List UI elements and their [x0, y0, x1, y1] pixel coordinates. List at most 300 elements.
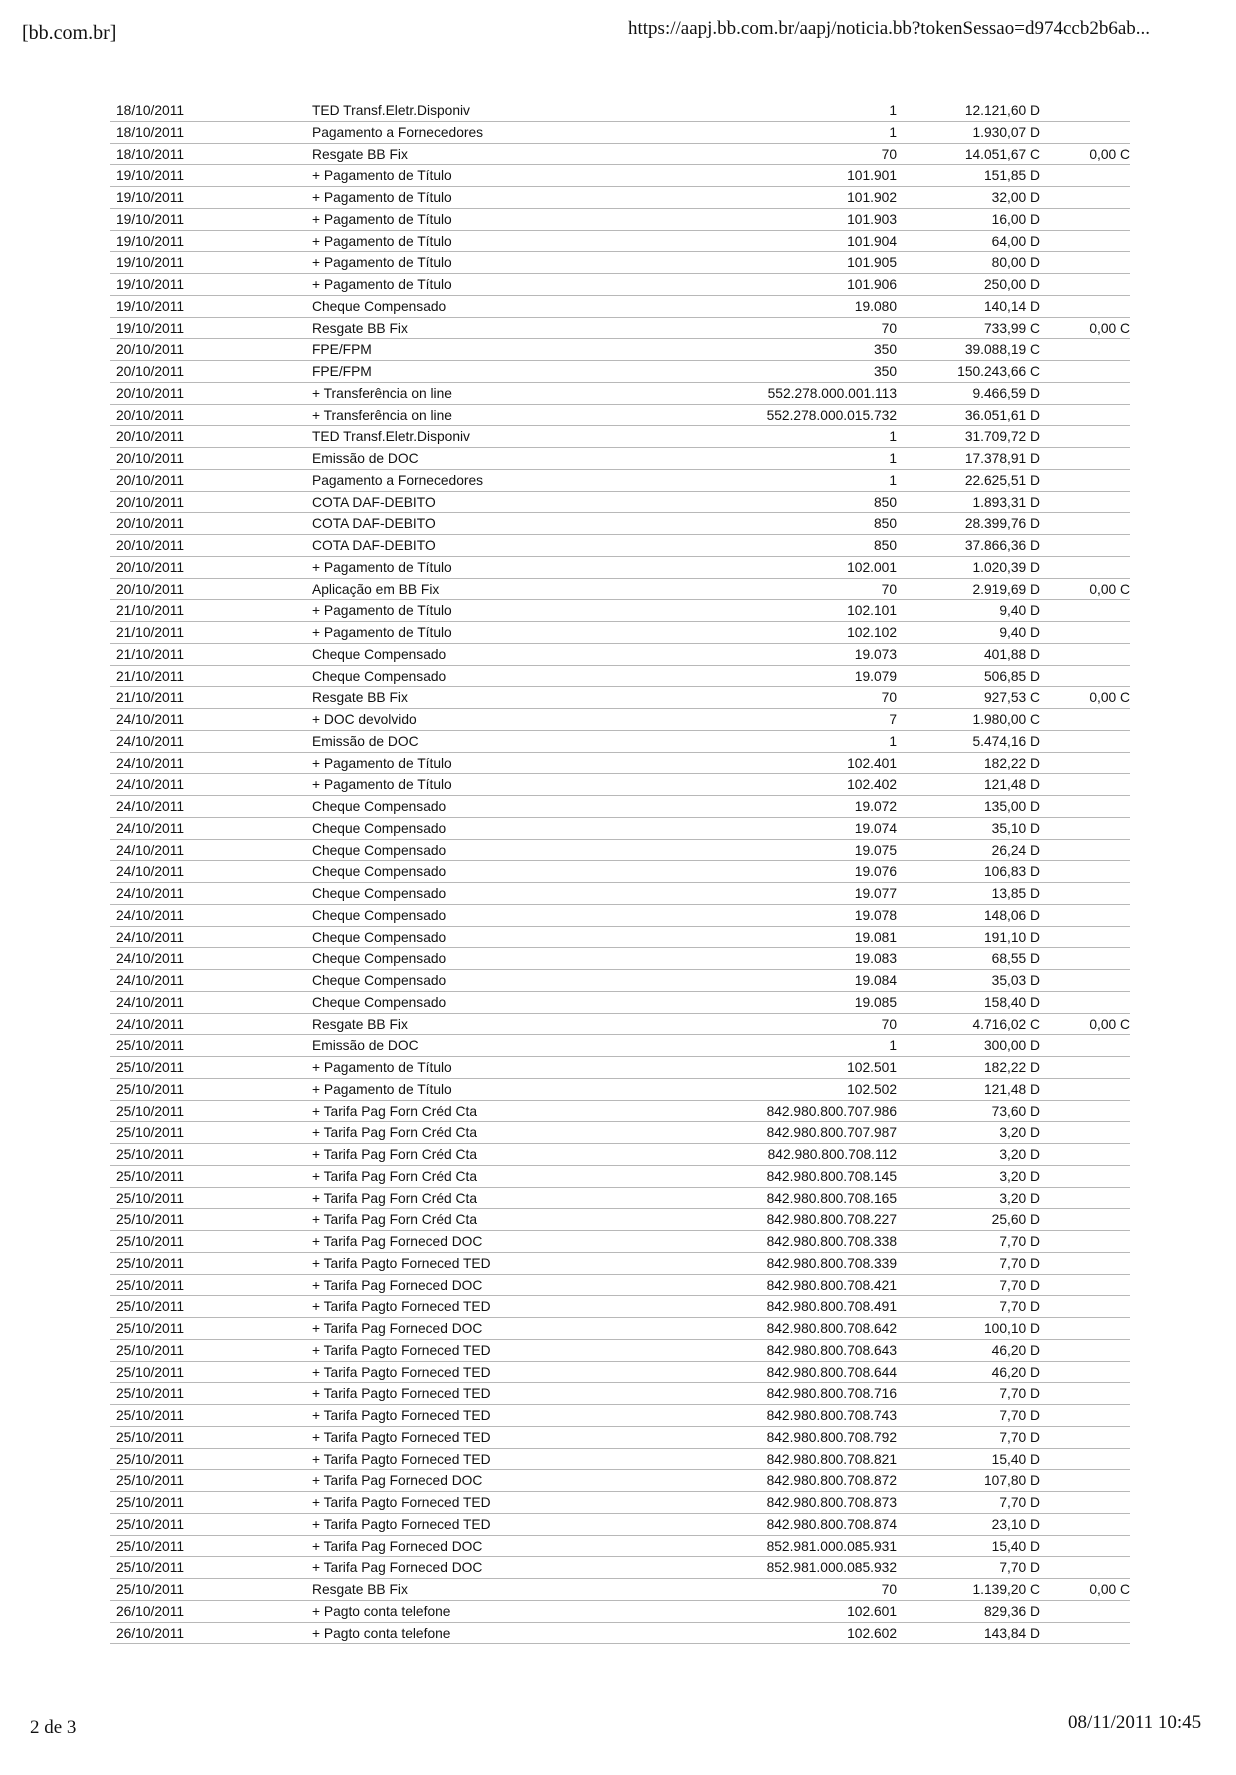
row-value: 3,20 D	[999, 1168, 1040, 1184]
row-description: + Tarifa Pag Forn Créd Cta	[312, 1125, 478, 1141]
table-row	[110, 1470, 1130, 1492]
row-date: 25/10/2011	[116, 1473, 185, 1489]
row-value: 73,60 D	[991, 1103, 1040, 1119]
table-row	[110, 1362, 1130, 1384]
row-description: + Tarifa Pag Forn Créd Cta	[312, 1147, 478, 1162]
row-date: 19/10/2011	[116, 277, 185, 292]
row-date: 24/10/2011	[116, 994, 185, 1010]
row-value: 7,70 D	[999, 1386, 1040, 1402]
row-description: + Pagto conta telefone	[312, 1625, 451, 1641]
row-date: 19/10/2011	[116, 298, 185, 314]
row-document: 19.074	[854, 820, 897, 836]
row-date: 25/10/2011	[116, 1277, 185, 1293]
row-description: Cheque Compensado	[312, 929, 447, 945]
row-document: 842.980.800.708.642	[766, 1321, 897, 1336]
row-value: 13,85 D	[991, 886, 1040, 901]
row-document: 842.980.800.708.491	[766, 1299, 897, 1315]
row-document: 70	[881, 1016, 897, 1032]
row-document: 852.981.000.085.932	[766, 1560, 897, 1576]
table-row	[110, 252, 1130, 274]
row-date: 24/10/2011	[116, 712, 185, 727]
row-description: + Tarifa Pag Forneced DOC	[312, 1277, 483, 1293]
table-row	[110, 861, 1130, 883]
row-date: 24/10/2011	[116, 777, 185, 793]
row-document: 19.084	[854, 973, 897, 988]
row-description: + Tarifa Pag Forneced DOC	[312, 1560, 483, 1576]
row-date: 20/10/2011	[116, 581, 185, 597]
row-date: 18/10/2011	[116, 103, 185, 118]
row-date: 20/10/2011	[116, 385, 185, 401]
table-row	[110, 1231, 1130, 1253]
table-row	[110, 1536, 1130, 1558]
row-description: + Pagamento de Título	[312, 559, 452, 575]
table-row	[110, 600, 1130, 622]
row-date: 25/10/2011	[116, 1342, 185, 1358]
table-row	[110, 513, 1130, 535]
row-date: 20/10/2011	[116, 429, 185, 445]
row-date: 25/10/2011	[116, 1364, 185, 1380]
row-description: + Tarifa Pagto Forneced TED	[312, 1516, 491, 1532]
row-description: + Pagamento de Título	[312, 625, 452, 640]
row-date: 25/10/2011	[116, 1451, 185, 1467]
row-document: 19.081	[854, 929, 897, 945]
row-description: Resgate BB Fix	[312, 146, 408, 162]
row-document: 842.980.800.708.873	[766, 1495, 897, 1510]
table-row	[110, 1340, 1130, 1362]
row-document: 1	[889, 451, 897, 466]
table-row	[110, 100, 1130, 122]
row-document: 842.980.800.708.743	[766, 1408, 897, 1423]
row-value: 7,70 D	[999, 1429, 1040, 1445]
table-row	[110, 1035, 1130, 1057]
row-value: 46,20 D	[991, 1364, 1040, 1380]
row-date: 24/10/2011	[116, 820, 185, 836]
row-value: 14.051,67 C	[964, 146, 1040, 162]
table-row	[110, 1557, 1130, 1579]
row-document: 1	[889, 733, 897, 749]
row-description: Cheque Compensado	[312, 668, 447, 684]
row-document: 842.980.800.708.874	[766, 1516, 897, 1532]
row-value: 23,10 D	[991, 1516, 1040, 1532]
row-description: + Tarifa Pag Forneced DOC	[312, 1473, 483, 1489]
table-row	[110, 1188, 1130, 1210]
row-document: 19.080	[854, 298, 897, 314]
row-value: 68,55 D	[991, 951, 1040, 967]
row-description: + Pagamento de Título	[312, 777, 452, 793]
row-document: 842.980.800.708.227	[766, 1212, 897, 1228]
row-value: 250,00 D	[984, 277, 1040, 292]
row-description: Cheque Compensado	[312, 907, 447, 923]
row-value: 37.866,36 D	[964, 538, 1040, 553]
row-document: 842.980.800.708.338	[766, 1234, 897, 1249]
row-document: 842.980.800.708.644	[766, 1364, 897, 1380]
row-description: + Tarifa Pagto Forneced TED	[312, 1429, 491, 1445]
row-description: + Pagamento de Título	[312, 755, 452, 771]
row-document: 850	[873, 494, 897, 510]
row-document: 102.402	[847, 777, 897, 793]
row-description: Resgate BB Fix	[312, 690, 408, 706]
table-row	[110, 361, 1130, 383]
table-row	[110, 709, 1130, 731]
row-date: 19/10/2011	[116, 190, 185, 205]
row-document: 19.083	[854, 951, 897, 967]
table-row	[110, 1623, 1130, 1645]
row-document: 70	[881, 690, 897, 706]
row-document: 101.901	[847, 168, 897, 184]
row-value: 182,22 D	[984, 1060, 1040, 1075]
row-balance: 0,00 C	[1089, 690, 1130, 706]
row-balance: 0,00 C	[1089, 320, 1130, 336]
row-description: FPE/FPM	[312, 342, 372, 358]
row-date: 25/10/2011	[116, 1168, 185, 1184]
table-row	[110, 426, 1130, 448]
row-document: 842.980.800.708.716	[766, 1386, 897, 1402]
table-row	[110, 883, 1130, 905]
row-value: 1.893,31 D	[972, 494, 1040, 510]
row-description: + Tarifa Pag Forneced DOC	[312, 1234, 483, 1249]
row-value: 100,10 D	[984, 1321, 1040, 1336]
page-url: https://aapj.bb.com.br/aapj/noticia.bb?tokenSessao=d974ccb2b6ab...	[628, 18, 1151, 39]
table-row	[110, 840, 1130, 862]
row-description: + Transferência on line	[312, 385, 452, 401]
row-date: 20/10/2011	[116, 559, 185, 575]
row-description: Emissão de DOC	[312, 1038, 419, 1054]
row-value: 35,03 D	[991, 973, 1040, 988]
row-value: 80,00 D	[991, 255, 1040, 271]
table-row	[110, 796, 1130, 818]
row-value: 106,83 D	[984, 864, 1040, 880]
row-value: 829,36 D	[984, 1603, 1040, 1619]
row-description: + Tarifa Pagto Forneced TED	[312, 1451, 491, 1467]
row-date: 24/10/2011	[116, 929, 185, 945]
table-row	[110, 1144, 1130, 1166]
row-date: 25/10/2011	[116, 1212, 185, 1228]
row-description: + Pagamento de Título	[312, 1081, 452, 1097]
row-date: 24/10/2011	[116, 951, 185, 967]
row-description: + Pagamento de Título	[312, 1060, 452, 1075]
row-description: + Tarifa Pag Forn Créd Cta	[312, 1190, 478, 1206]
row-document: 552.278.000.001.113	[767, 385, 897, 401]
table-row	[110, 231, 1130, 253]
row-description: + Tarifa Pagto Forneced TED	[312, 1364, 491, 1380]
row-date: 25/10/2011	[116, 1495, 185, 1510]
row-value: 150.243,66 C	[957, 364, 1040, 379]
row-date: 20/10/2011	[116, 516, 185, 532]
row-value: 7,70 D	[999, 1277, 1040, 1293]
table-row	[110, 774, 1130, 796]
row-value: 733,99 C	[984, 320, 1040, 336]
row-date: 24/10/2011	[116, 755, 185, 771]
row-date: 25/10/2011	[116, 1190, 185, 1206]
row-date: 19/10/2011	[116, 168, 185, 184]
row-document: 19.073	[854, 646, 897, 662]
row-document: 842.980.800.708.821	[766, 1451, 897, 1467]
row-description: Cheque Compensado	[312, 864, 447, 880]
row-date: 25/10/2011	[116, 1516, 185, 1532]
table-row	[110, 1383, 1130, 1405]
table-row	[110, 339, 1130, 361]
table-row	[110, 1579, 1130, 1601]
row-description: + Tarifa Pagto Forneced TED	[312, 1408, 491, 1423]
row-date: 19/10/2011	[116, 233, 185, 249]
row-value: 9,40 D	[999, 625, 1040, 640]
row-description: + Pagamento de Título	[312, 603, 452, 619]
table-row	[110, 666, 1130, 688]
row-value: 3,20 D	[999, 1147, 1040, 1162]
row-value: 1.139,20 C	[972, 1582, 1040, 1597]
row-description: Cheque Compensado	[312, 951, 447, 967]
row-value: 3,20 D	[999, 1190, 1040, 1206]
table-row	[110, 1405, 1130, 1427]
row-date: 25/10/2011	[116, 1081, 185, 1097]
row-document: 1	[889, 1038, 897, 1054]
row-value: 148,06 D	[984, 907, 1040, 923]
row-document: 852.981.000.085.931	[766, 1538, 897, 1554]
table-row	[110, 1079, 1130, 1101]
table-row	[110, 122, 1130, 144]
row-date: 25/10/2011	[116, 1060, 185, 1075]
row-value: 401,88 D	[984, 646, 1040, 662]
row-value: 107,80 D	[984, 1473, 1040, 1489]
row-description: + Tarifa Pagto Forneced TED	[312, 1495, 491, 1510]
table-row	[110, 557, 1130, 579]
statement-table	[110, 100, 1130, 1644]
table-row	[110, 1166, 1130, 1188]
row-document: 350	[873, 364, 897, 379]
row-date: 25/10/2011	[116, 1429, 185, 1445]
row-document: 101.905	[847, 255, 897, 271]
row-document: 101.904	[847, 233, 897, 249]
row-date: 20/10/2011	[116, 494, 185, 510]
row-description: Cheque Compensado	[312, 298, 447, 314]
table-row	[110, 383, 1130, 405]
row-date: 24/10/2011	[116, 973, 185, 988]
row-value: 9.466,59 D	[972, 385, 1040, 401]
row-document: 850	[873, 538, 897, 553]
row-document: 19.072	[854, 799, 897, 814]
row-description: + Pagamento de Título	[312, 168, 452, 184]
table-row	[110, 579, 1130, 601]
row-document: 842.980.800.707.986	[766, 1103, 897, 1119]
row-document: 7	[889, 712, 897, 727]
row-document: 101.902	[847, 190, 897, 205]
row-value: 7,70 D	[999, 1495, 1040, 1510]
row-value: 1.020,39 D	[972, 559, 1040, 575]
row-description: + DOC devolvido	[312, 712, 417, 727]
row-date: 25/10/2011	[116, 1103, 185, 1119]
row-document: 102.602	[847, 1625, 897, 1641]
row-description: Cheque Compensado	[312, 646, 447, 662]
row-value: 2.919,69 D	[972, 581, 1040, 597]
table-row	[110, 818, 1130, 840]
table-row	[110, 470, 1130, 492]
row-date: 25/10/2011	[116, 1125, 185, 1141]
row-date: 20/10/2011	[116, 472, 185, 488]
row-date: 24/10/2011	[116, 864, 185, 880]
row-document: 102.102	[847, 625, 897, 640]
row-document: 842.980.800.708.872	[766, 1473, 897, 1489]
table-row	[110, 1057, 1130, 1079]
row-date: 25/10/2011	[116, 1038, 185, 1054]
row-value: 39.088,19 C	[964, 342, 1040, 358]
row-value: 32,00 D	[991, 190, 1040, 205]
row-value: 1.930,07 D	[972, 124, 1040, 140]
row-balance: 0,00 C	[1089, 581, 1130, 597]
row-document: 70	[881, 581, 897, 597]
row-date: 24/10/2011	[116, 799, 185, 814]
table-row	[110, 970, 1130, 992]
row-description: + Pagamento de Título	[312, 211, 452, 227]
row-date: 21/10/2011	[116, 625, 185, 640]
table-row	[110, 209, 1130, 231]
row-value: 31.709,72 D	[964, 429, 1040, 445]
row-description: + Transferência on line	[312, 407, 452, 423]
row-date: 21/10/2011	[116, 603, 185, 619]
row-document: 70	[881, 146, 897, 162]
row-description: Aplicação em BB Fix	[312, 581, 440, 597]
row-document: 102.401	[847, 755, 897, 771]
table-row	[110, 1318, 1130, 1340]
row-description: + Tarifa Pagto Forneced TED	[312, 1299, 491, 1315]
row-description: TED Transf.Eletr.Disponiv	[312, 429, 470, 445]
row-date: 24/10/2011	[116, 842, 185, 858]
row-date: 25/10/2011	[116, 1321, 185, 1336]
row-description: Cheque Compensado	[312, 886, 447, 901]
row-description: Emissão de DOC	[312, 451, 419, 466]
row-value: 506,85 D	[984, 668, 1040, 684]
table-row	[110, 1492, 1130, 1514]
row-document: 102.601	[847, 1603, 897, 1619]
row-document: 842.980.800.708.643	[766, 1342, 897, 1358]
row-description: Cheque Compensado	[312, 820, 447, 836]
row-value: 121,48 D	[984, 777, 1040, 793]
row-document: 102.001	[847, 559, 897, 575]
row-document: 101.906	[847, 277, 897, 292]
row-description: FPE/FPM	[312, 364, 372, 379]
row-document: 850	[873, 516, 897, 532]
row-document: 19.076	[854, 864, 897, 880]
row-document: 1	[889, 103, 897, 118]
row-value: 7,70 D	[999, 1408, 1040, 1423]
row-description: COTA DAF-DEBITO	[312, 516, 436, 532]
row-date: 24/10/2011	[116, 733, 185, 749]
row-description: Resgate BB Fix	[312, 1582, 408, 1597]
row-date: 25/10/2011	[116, 1234, 185, 1249]
row-description: + Tarifa Pag Forn Créd Cta	[312, 1212, 478, 1228]
row-value: 7,70 D	[999, 1234, 1040, 1249]
row-date: 25/10/2011	[116, 1255, 185, 1271]
row-value: 7,70 D	[999, 1560, 1040, 1576]
row-date: 26/10/2011	[116, 1625, 185, 1641]
table-row	[110, 274, 1130, 296]
row-value: 15,40 D	[991, 1538, 1040, 1554]
table-row	[110, 318, 1130, 340]
table-row	[110, 1014, 1130, 1036]
row-document: 842.980.800.708.145	[766, 1168, 897, 1184]
row-date: 19/10/2011	[116, 211, 185, 227]
row-description: Cheque Compensado	[312, 994, 447, 1010]
table-row	[110, 1449, 1130, 1471]
row-description: + Pagamento de Título	[312, 277, 452, 292]
row-document: 19.085	[854, 994, 897, 1010]
table-row	[110, 1601, 1130, 1623]
row-document: 102.101	[847, 603, 897, 619]
row-value: 12.121,60 D	[964, 103, 1040, 118]
row-document: 1	[889, 124, 897, 140]
row-date: 25/10/2011	[116, 1299, 185, 1315]
row-document: 19.078	[854, 907, 897, 923]
row-description: + Tarifa Pagto Forneced TED	[312, 1386, 491, 1402]
row-description: + Pagto conta telefone	[312, 1603, 451, 1619]
row-value: 15,40 D	[991, 1451, 1040, 1467]
table-row	[110, 927, 1130, 949]
row-value: 22.625,51 D	[964, 472, 1040, 488]
row-value: 140,14 D	[984, 298, 1040, 314]
row-document: 70	[881, 320, 897, 336]
row-date: 25/10/2011	[116, 1560, 185, 1576]
row-date: 21/10/2011	[116, 690, 185, 706]
row-date: 20/10/2011	[116, 342, 185, 358]
row-date: 21/10/2011	[116, 646, 185, 662]
table-row	[110, 535, 1130, 557]
row-date: 20/10/2011	[116, 407, 185, 423]
table-row	[110, 405, 1130, 427]
row-date: 21/10/2011	[116, 668, 185, 684]
row-value: 26,24 D	[991, 842, 1040, 858]
row-date: 25/10/2011	[116, 1408, 185, 1423]
row-document: 842.980.800.708.421	[766, 1277, 897, 1293]
row-document: 1	[889, 429, 897, 445]
row-value: 1.980,00 C	[972, 712, 1040, 727]
row-value: 7,70 D	[999, 1299, 1040, 1315]
row-document: 842.980.800.707.987	[766, 1125, 897, 1141]
row-value: 35,10 D	[991, 820, 1040, 836]
row-document: 350	[873, 342, 897, 358]
table-row	[110, 187, 1130, 209]
row-description: + Tarifa Pag Forneced DOC	[312, 1321, 483, 1336]
row-document: 552.278.000.015.732	[766, 407, 897, 423]
row-description: + Pagamento de Título	[312, 190, 452, 205]
row-date: 20/10/2011	[116, 451, 185, 466]
table-row	[110, 1275, 1130, 1297]
row-description: + Tarifa Pag Forneced DOC	[312, 1538, 483, 1554]
row-value: 25,60 D	[991, 1212, 1040, 1228]
row-value: 135,00 D	[984, 799, 1040, 814]
row-description: + Tarifa Pagto Forneced TED	[312, 1342, 491, 1358]
row-balance: 0,00 C	[1089, 1016, 1130, 1032]
row-document: 70	[881, 1582, 897, 1597]
row-description: + Tarifa Pag Forn Créd Cta	[312, 1103, 478, 1119]
row-date: 19/10/2011	[116, 255, 185, 271]
row-value: 64,00 D	[991, 233, 1040, 249]
table-row	[110, 1427, 1130, 1449]
table-row	[110, 948, 1130, 970]
row-date: 26/10/2011	[116, 1603, 185, 1619]
row-document: 842.980.800.708.339	[766, 1255, 897, 1271]
row-date: 24/10/2011	[116, 1016, 185, 1032]
print-datetime: 08/11/2011 10:45	[1068, 1712, 1202, 1733]
row-value: 927,53 C	[984, 690, 1040, 706]
table-row	[110, 1122, 1130, 1144]
row-document: 842.980.800.708.112	[767, 1147, 897, 1162]
table-row	[110, 144, 1130, 166]
row-document: 19.075	[854, 842, 897, 858]
row-date: 24/10/2011	[116, 886, 185, 901]
row-value: 121,48 D	[984, 1081, 1040, 1097]
row-description: TED Transf.Eletr.Disponiv	[312, 103, 470, 118]
row-date: 25/10/2011	[116, 1147, 185, 1162]
row-date: 24/10/2011	[116, 907, 185, 923]
